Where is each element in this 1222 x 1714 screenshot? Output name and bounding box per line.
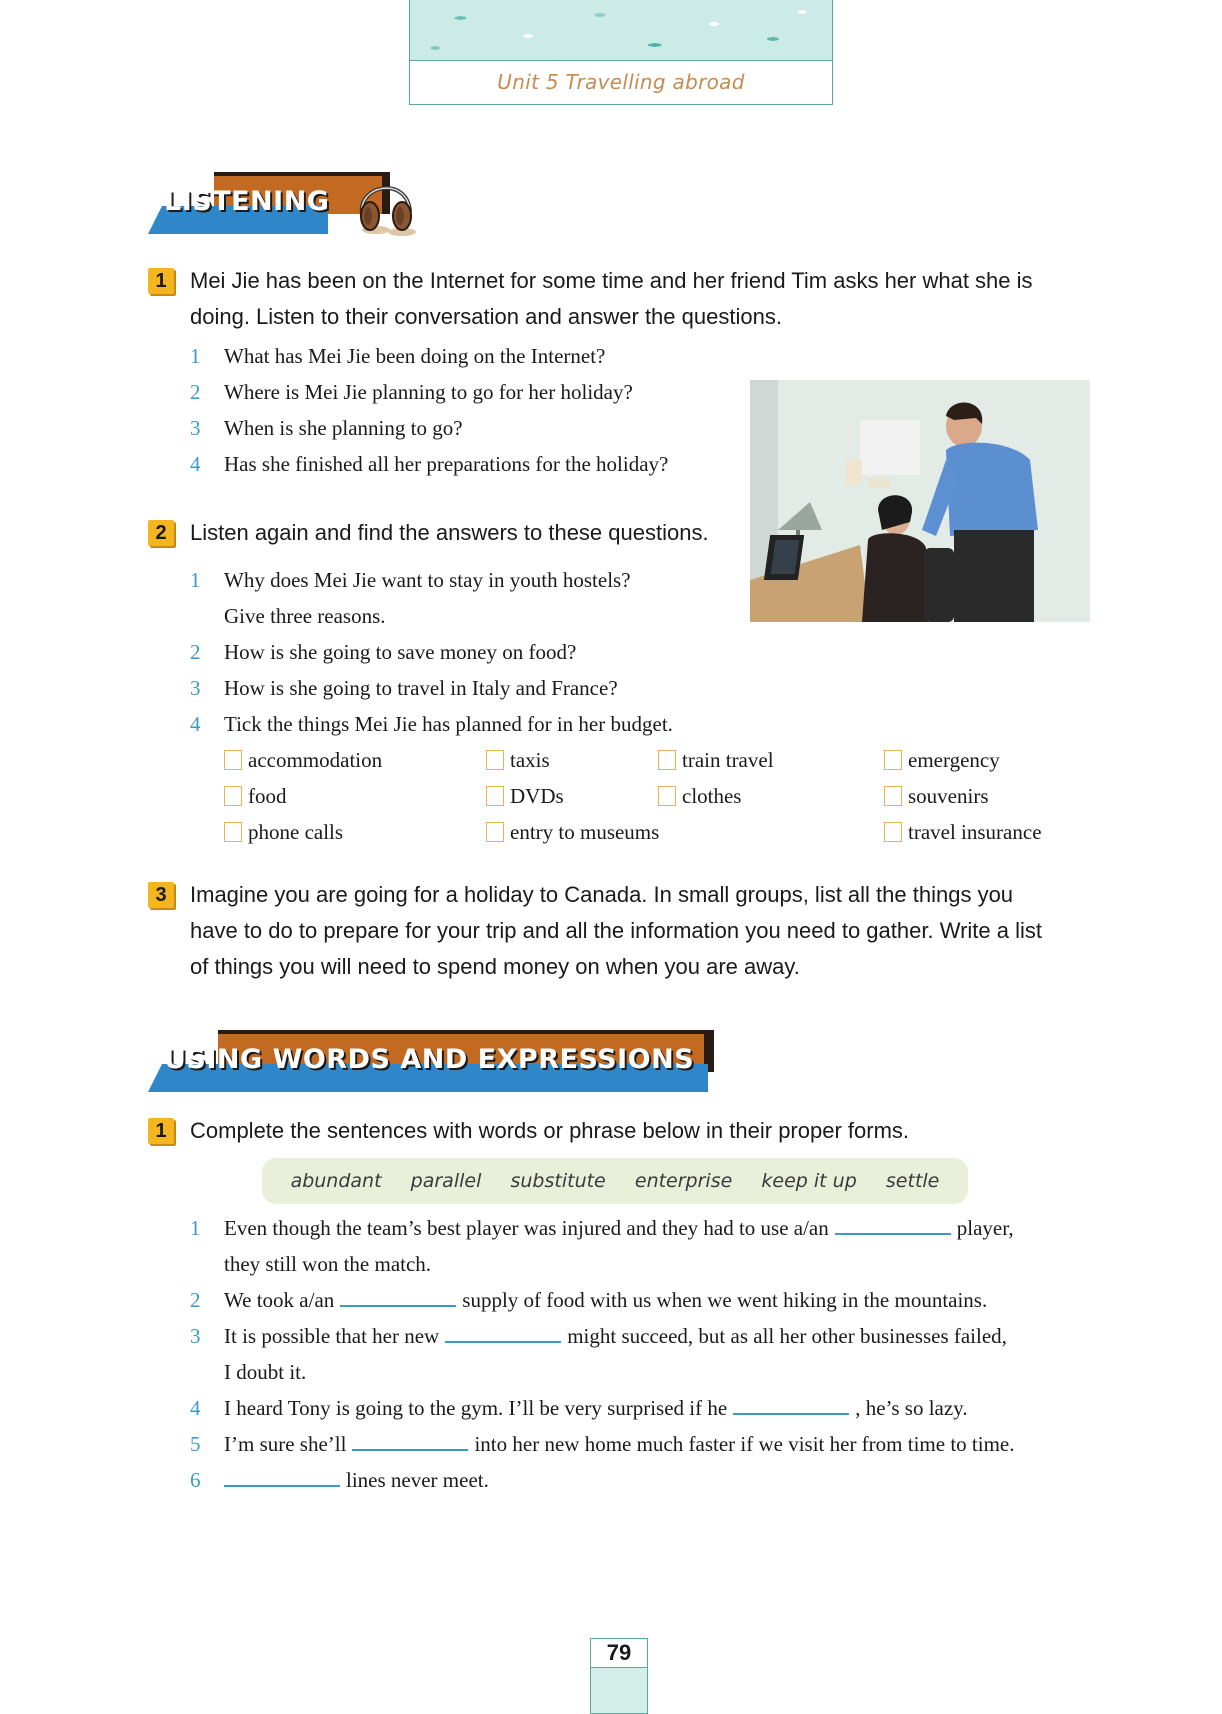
- question-text: How is she going to save money on food?: [224, 640, 577, 664]
- listening-title: LISTENING: [164, 186, 330, 217]
- answer-blank[interactable]: [224, 1467, 340, 1487]
- answer-blank[interactable]: [733, 1395, 849, 1415]
- checkbox[interactable]: [224, 750, 242, 770]
- page-number: 79: [591, 1639, 647, 1668]
- question-number: 2: [190, 380, 201, 404]
- sentence-number: 5: [190, 1432, 201, 1456]
- checkbox[interactable]: [884, 786, 902, 806]
- sentence-continued: they still won the match.: [224, 1252, 432, 1276]
- sentence-before: Even though the team’s best player was injured and they had to use a/an: [224, 1216, 829, 1240]
- exercise-3-instruction-line3: of things you will need to spend money on when you are away.: [190, 954, 800, 979]
- checkbox[interactable]: [884, 750, 902, 770]
- sentence-after: lines never meet.: [346, 1468, 489, 1492]
- checkbox-label: taxis: [510, 747, 550, 772]
- question-number: 4: [190, 712, 201, 736]
- checkbox-label: emergency: [908, 747, 1000, 772]
- checkbox-label: food: [248, 783, 287, 808]
- checkbox[interactable]: [658, 750, 676, 770]
- exercise-1-instruction-line1: Mei Jie has been on the Internet for some time and her friend Tim asks her what she is: [190, 268, 1033, 293]
- sentence-continued: I doubt it.: [224, 1360, 307, 1384]
- checkbox-phone-calls[interactable]: [224, 814, 343, 850]
- words-banner: [148, 1030, 728, 1092]
- exercise-number-badge: 1: [148, 268, 174, 294]
- question-number: 1: [190, 568, 201, 592]
- exercise-number-badge: 1: [148, 1118, 174, 1144]
- photo-illustration: [750, 380, 1090, 622]
- sentence-number: 2: [190, 1288, 201, 1312]
- checkbox-label: clothes: [682, 783, 742, 808]
- question-text: Tick the things Mei Jie has planned for in her budget.: [224, 712, 673, 736]
- checkbox-entry-to-museums[interactable]: [486, 814, 659, 850]
- checkbox[interactable]: [486, 786, 504, 806]
- question-number: 4: [190, 452, 201, 476]
- sentence-number: 1: [190, 1216, 201, 1240]
- sentence-number: 6: [190, 1468, 201, 1492]
- sentence-after: into her new home much faster if we visit her from time to time.: [474, 1432, 1015, 1456]
- checkbox[interactable]: [224, 822, 242, 842]
- question-text: When is she planning to go?: [224, 416, 463, 440]
- answer-blank[interactable]: [445, 1323, 561, 1343]
- conversation-photo: [750, 380, 1090, 622]
- checkbox[interactable]: [224, 786, 242, 806]
- checkbox-label: entry to museums: [510, 819, 660, 844]
- question-text: Where is Mei Jie planning to go for her holiday?: [224, 380, 633, 404]
- sentence-before: It is possible that her new: [224, 1324, 440, 1348]
- words-exercise-instruction: Complete the sentences with words or phrase below in their proper forms.: [190, 1118, 910, 1143]
- checkbox-train-travel[interactable]: [658, 742, 774, 778]
- exercise-number-badge: 3: [148, 882, 174, 908]
- question-text: Has she finished all her preparations for the holiday?: [224, 452, 669, 476]
- sentence-number: 4: [190, 1396, 201, 1420]
- exercise-number-badge: 2: [148, 520, 174, 546]
- question-text-continued: Give three reasons.: [224, 604, 386, 628]
- question-text: How is she going to travel in Italy and France?: [224, 676, 618, 700]
- question-number: 3: [190, 416, 201, 440]
- checkbox-label: phone calls: [248, 819, 344, 844]
- header-wave-decoration: [410, 0, 832, 61]
- checkbox-label: train travel: [682, 747, 774, 772]
- checkbox-food[interactable]: [224, 778, 287, 814]
- checkbox-label: accommodation: [248, 747, 383, 772]
- question-number: 1: [190, 344, 201, 368]
- checkbox-accommodation[interactable]: [224, 742, 382, 778]
- checkbox-taxis[interactable]: [486, 742, 550, 778]
- checkbox[interactable]: [486, 822, 504, 842]
- question-text: Why does Mei Jie want to stay in youth hostels?: [224, 568, 631, 592]
- answer-blank[interactable]: [340, 1287, 456, 1307]
- listening-banner: [148, 172, 438, 234]
- checkbox-emergency[interactable]: [884, 742, 1000, 778]
- checkbox-clothes[interactable]: [658, 778, 741, 814]
- word-bank: [262, 1158, 968, 1204]
- sentence-before: We took a/an: [224, 1288, 335, 1312]
- checkbox[interactable]: [486, 750, 504, 770]
- sentence-after: , he’s so lazy.: [855, 1396, 968, 1420]
- word-bank-item: abundant: [290, 1170, 382, 1192]
- exercise-1-instruction-line2: doing. Listen to their conversation and answer the questions.: [190, 304, 782, 329]
- word-bank-item: settle: [885, 1170, 940, 1192]
- exercise-2-instruction: Listen again and find the answers to these questions.: [190, 520, 709, 545]
- checkbox[interactable]: [658, 786, 676, 806]
- question-number: 3: [190, 676, 201, 700]
- word-bank-item: substitute: [510, 1170, 606, 1192]
- checkbox-souvenirs[interactable]: [884, 778, 989, 814]
- checkbox-label: travel insurance: [908, 819, 1042, 844]
- headphones-icon: [348, 176, 424, 238]
- word-bank-item: parallel: [410, 1170, 482, 1192]
- answer-blank[interactable]: [835, 1215, 951, 1235]
- exercise-3-instruction-line1: Imagine you are going for a holiday to Canada. In small groups, list all the things you: [190, 882, 1014, 907]
- sentence-before: I’m sure she’ll: [224, 1432, 347, 1456]
- words-title: USING WORDS AND EXPRESSIONS: [164, 1044, 695, 1075]
- question-text: What has Mei Jie been doing on the Internet?: [224, 344, 606, 368]
- question-number: 2: [190, 640, 201, 664]
- sentence-after: supply of food with us when we went hiking in the mountains.: [462, 1288, 988, 1312]
- word-bank-item: enterprise: [634, 1170, 733, 1192]
- unit-header: [409, 0, 833, 105]
- checkbox-travel-insurance[interactable]: [884, 814, 1042, 850]
- sentence-before: I heard Tony is going to the gym. I’ll be very surprised if he: [224, 1396, 728, 1420]
- sentence-number: 3: [190, 1324, 201, 1348]
- checkbox-label: souvenirs: [908, 783, 989, 808]
- unit-title: Unit 5 Travelling abroad: [497, 70, 745, 94]
- word-bank-item: keep it up: [761, 1170, 857, 1192]
- checkbox-label: DVDs: [510, 783, 564, 808]
- checkbox[interactable]: [884, 822, 902, 842]
- page-number-tab: [590, 1638, 648, 1714]
- checkbox-dvds[interactable]: [486, 778, 564, 814]
- sentence-after: player,: [956, 1216, 1014, 1240]
- exercise-3-instruction-line2: have to do to prepare for your trip and all the information you need to gather. Write a list: [190, 918, 1042, 943]
- answer-blank[interactable]: [352, 1431, 468, 1451]
- sentence-after: might succeed, but as all her other businesses failed,: [567, 1324, 1007, 1348]
